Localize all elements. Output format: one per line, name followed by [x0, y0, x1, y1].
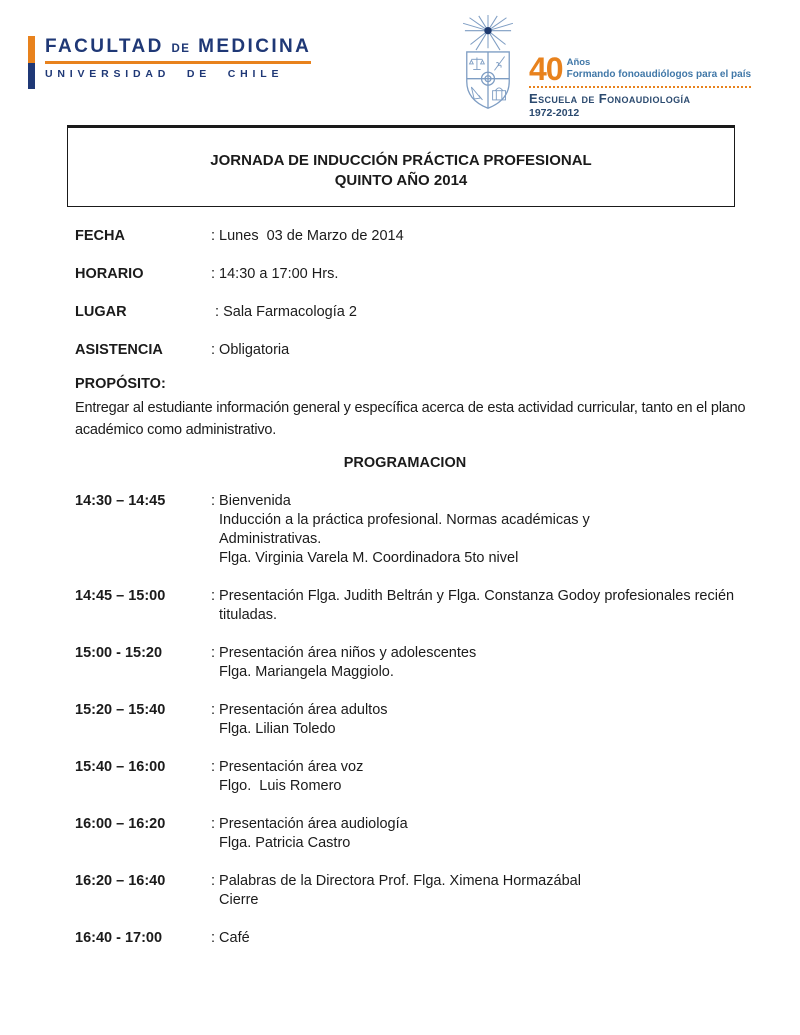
facultad-medicina-logo	[28, 36, 311, 89]
schedule-description	[211, 872, 581, 910]
schedule-description	[211, 644, 476, 682]
info-value: : Sala Farmacología 2	[211, 304, 357, 320]
schedule-time: 14:45 – 15:00	[75, 588, 166, 604]
info-row	[75, 266, 404, 284]
schedule-line: Flgo. Luis Romero	[219, 778, 342, 794]
schedule-item	[75, 872, 734, 910]
schedule-line: Flga. Mariangela Maggiolo.	[219, 664, 394, 680]
schedule-time: 16:20 – 16:40	[75, 873, 166, 889]
schedule-line: Flga. Patricia Castro	[219, 835, 351, 851]
schedule-item	[75, 815, 734, 853]
schedule-item	[75, 929, 734, 948]
schedule-time: 14:30 – 14:45	[75, 493, 166, 509]
info-row	[75, 228, 404, 246]
universidad-de-chile-crest-icon	[452, 12, 524, 114]
schedule-time: 15:40 – 16:00	[75, 759, 166, 775]
schedule-line: : Café	[211, 930, 250, 946]
schedule-line: Flga. Virginia Varela M. Coordinadora 5to nivel	[219, 550, 519, 566]
schedule-description	[211, 815, 408, 853]
title-line-2: QUINTO AÑO 2014	[334, 172, 468, 189]
schedule-extra-lines	[211, 834, 408, 853]
de-word: DE	[171, 43, 191, 55]
info-label: ASISTENCIA	[75, 342, 163, 358]
schedule-line: : Palabras de la Directora Prof. Flga. Ximena Hormazábal	[211, 873, 581, 889]
medicina-word: MEDICINA	[198, 36, 312, 57]
facultad-logo-text	[45, 36, 311, 89]
info-label: LUGAR	[75, 304, 127, 320]
schedule-extra-lines	[211, 777, 363, 796]
forty-years-row	[529, 51, 752, 87]
escuela-logo-text	[529, 51, 752, 119]
schedule-item	[75, 587, 734, 625]
schedule-time: 16:40 - 17:00	[75, 930, 163, 946]
logo-bar-navy	[28, 63, 35, 90]
document-title-box	[67, 125, 735, 207]
schedule-description	[211, 929, 250, 948]
schedule-description	[211, 587, 734, 625]
info-row	[75, 304, 404, 322]
title-line-1: JORNADA DE INDUCCIÓN PRÁCTICA PROFESIONAL	[210, 152, 592, 169]
facultad-word: FACULTAD	[45, 36, 164, 57]
schedule-item	[75, 701, 734, 739]
schedule-extra-lines	[211, 891, 581, 910]
schedule-extra-lines	[211, 663, 476, 682]
schedule-line: tituladas.	[219, 607, 278, 623]
schedule-line: Cierre	[219, 892, 259, 908]
school-name: Escuela de Fonoaudiología	[529, 91, 691, 106]
schedule-time: 16:00 – 16:20	[75, 816, 166, 832]
info-value: : Obligatoria	[211, 342, 290, 358]
facultad-title	[45, 36, 311, 60]
purpose-heading: PROPÓSITO:	[75, 376, 166, 392]
schedule-time: 15:00 - 15:20	[75, 645, 163, 661]
schedule-line: Administrativas.	[219, 531, 322, 547]
purpose-text: Entregar al estudiante información general y específica acerca de esta actividad curricular, tanto en el plano académico como administrativo.	[75, 400, 746, 438]
schedule-description	[211, 701, 388, 739]
info-label: HORARIO	[75, 266, 144, 282]
event-info-list	[75, 228, 404, 380]
logo-vertical-bar	[28, 36, 35, 89]
tagline: Formando fonoaudiólogos para el país	[566, 69, 752, 80]
schedule-description	[211, 492, 590, 568]
schedule-line: Inducción a la práctica profesional. Normas académicas y	[219, 512, 590, 528]
schedule-item	[75, 758, 734, 796]
info-value: : Lunes 03 de Marzo de 2014	[211, 228, 404, 244]
schedule-line: : Presentación área niños y adolescentes	[211, 645, 477, 661]
schedule-time: 15:20 – 15:40	[75, 702, 166, 718]
schedule-item	[75, 492, 734, 568]
schedule-line: Flga. Lilian Toledo	[219, 721, 336, 737]
escuela-fonoaudiologia-logo	[452, 12, 751, 119]
schedule-extra-lines	[211, 720, 388, 739]
schedule-description	[211, 758, 363, 796]
anniversary-period: 1972-2012	[529, 107, 580, 119]
orange-rule	[45, 61, 311, 64]
schedule-extra-lines	[211, 606, 734, 625]
info-value: : 14:30 a 17:00 Hrs.	[211, 266, 339, 282]
info-label: FECHA	[75, 228, 125, 244]
forty-number: 40	[529, 51, 563, 87]
schedule-line: : Presentación área audiología	[211, 816, 408, 832]
schedule-extra-lines	[211, 511, 590, 568]
universidad-subtitle: UNIVERSIDAD DE CHILE	[45, 68, 284, 80]
logo-bar-orange	[28, 36, 35, 63]
schedule-item	[75, 644, 734, 682]
purpose-section	[75, 376, 747, 441]
info-row	[75, 342, 404, 360]
schedule-line: : Presentación área voz	[211, 759, 364, 775]
schedule-line: : Presentación Flga. Judith Beltrán y Flga. Constanza Godoy profesionales recién	[211, 588, 735, 604]
program-schedule	[75, 492, 734, 967]
schedule-line: : Presentación área adultos	[211, 702, 388, 718]
forty-caption	[567, 57, 751, 81]
schedule-line: : Bienvenida	[211, 493, 291, 509]
years-word: Años	[566, 57, 591, 68]
program-heading: PROGRAMACION	[343, 455, 467, 471]
